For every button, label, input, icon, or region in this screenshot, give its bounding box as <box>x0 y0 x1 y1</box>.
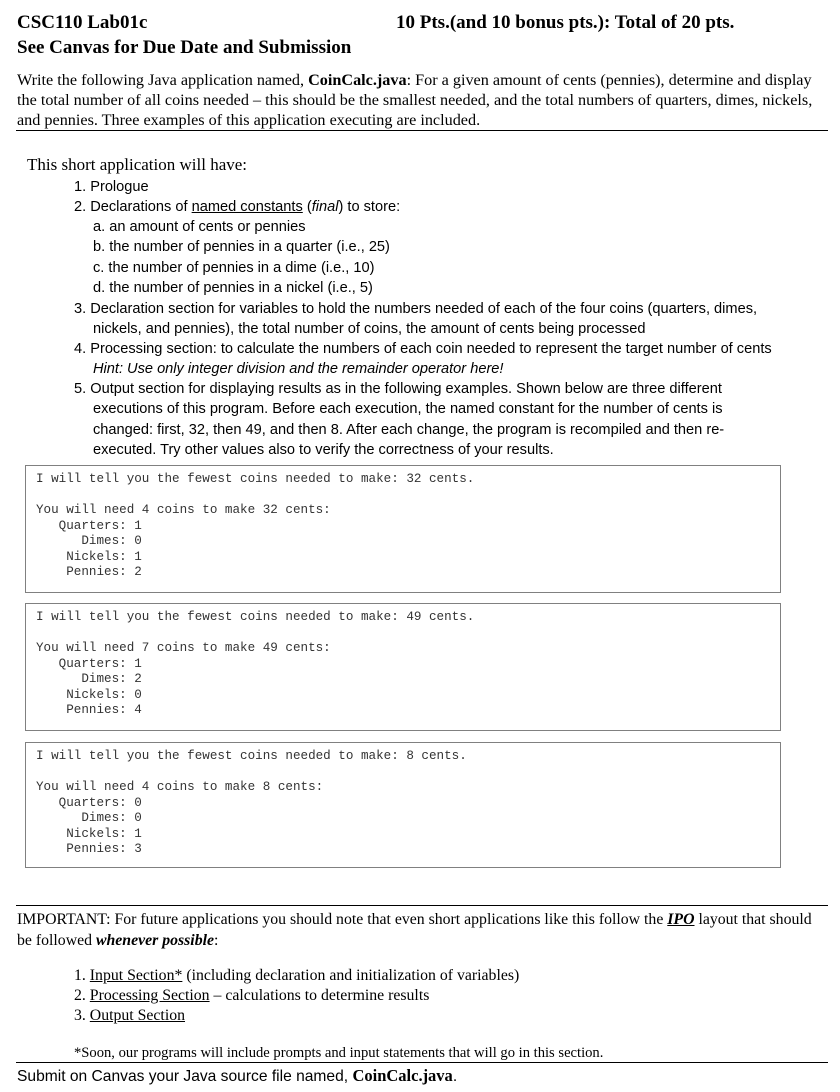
spec-item-processing: 4. Processing section: to calculate the numbers of each coin needed to represent the target number of cents <box>74 341 772 357</box>
console-quarters: Quarters: 0 <box>36 796 142 810</box>
console-nickels: Nickels: 0 <box>36 688 142 702</box>
spec-item-output-cont2: changed: first, 32, then 49, and then 8. After each change, the program is recompiled and then re- <box>93 422 725 438</box>
assignment-intro: Write the following Java application named, CoinCalc.java: For a given amount of cents (pennies), determine and display the total number of all coins needed – this should be the smallest needed, and the total numbers of quarters, dimes, nickels, and pennies. Three examples of this application executing are included. <box>17 71 813 129</box>
spec-subitem-c: c. the number of pennies in a dime (i.e., 10) <box>93 260 375 276</box>
console-prompt: I will tell you the fewest coins needed to make: 32 cents. <box>36 472 475 486</box>
points-heading: 10 Pts.(and 10 bonus pts.): Total of 20 pts. <box>396 12 735 33</box>
console-example-1 <box>25 465 781 593</box>
console-pennies: Pennies: 2 <box>36 565 142 579</box>
spec-item-output-cont3: executed. Try other values also to verify the correctness of your results. <box>93 442 554 458</box>
spec-subitem-a: a. an amount of cents or pennies <box>93 219 306 235</box>
spec-subitem-d: d. the number of pennies in a nickel (i.e., 5) <box>93 280 373 296</box>
spec-item-variables: 3. Declaration section for variables to hold the numbers needed of each of the four coins (quarters, dimes, <box>74 301 758 317</box>
ipo-item-input: 1. Input Section* (including declaration and initialization of variables) <box>74 967 520 984</box>
console-summary: You will need 7 coins to make 49 cents: <box>36 641 331 655</box>
intro-divider <box>16 130 828 131</box>
important-top-divider <box>16 905 828 906</box>
console-quarters: Quarters: 1 <box>36 519 142 533</box>
due-date-note: See Canvas for Due Date and Submission <box>17 37 352 58</box>
spec-subitem-b: b. the number of pennies in a quarter (i.e., 25) <box>93 239 390 255</box>
ipo-item-processing: 2. Processing Section – calculations to determine results <box>74 987 430 1004</box>
console-example-2 <box>25 603 781 731</box>
console-summary: You will need 4 coins to make 32 cents: <box>36 503 331 517</box>
input-section-footnote: *Soon, our programs will include prompts and input statements that will go in this section. <box>74 1045 604 1061</box>
spec-item-prologue: 1. Prologue <box>74 179 149 195</box>
spec-item-constants: 2. Declarations of named constants (final) to store: <box>74 199 401 215</box>
console-example-3 <box>25 742 781 868</box>
console-prompt: I will tell you the fewest coins needed to make: 49 cents. <box>36 610 475 624</box>
console-quarters: Quarters: 1 <box>36 657 142 671</box>
spec-item-variables-cont: nickels, and pennies), the total number of coins, the amount of cents being processed <box>93 321 646 337</box>
spec-processing-hint: Hint: Use only integer division and the remainder operator here! <box>93 361 504 377</box>
output-section-link: Output Section <box>89 1007 186 1024</box>
console-dimes: Dimes: 2 <box>36 672 142 686</box>
spec-item-output-cont1: executions of this program. Before each execution, the named constant for the number of cents is <box>93 401 723 417</box>
ipo-item-output: 3. Output Section <box>74 1007 186 1024</box>
submission-note: Submit on Canvas your Java source file named, CoinCalc.java. <box>17 1066 458 1085</box>
spec-lead: This short application will have: <box>27 155 248 174</box>
input-section-link: Input Section* <box>89 967 183 984</box>
ipo-link: IPO <box>667 911 695 928</box>
console-pennies: Pennies: 3 <box>36 842 142 856</box>
important-note: IMPORTANT: For future applications you should note that even short applications like this follow the IPO layout that should be followed whenever possible: <box>17 911 812 949</box>
console-summary: You will need 4 coins to make 8 cents: <box>36 780 324 794</box>
console-dimes: Dimes: 0 <box>36 811 142 825</box>
console-pennies: Pennies: 4 <box>36 703 142 717</box>
console-dimes: Dimes: 0 <box>36 534 142 548</box>
intro-filename: CoinCalc.java <box>308 71 407 89</box>
footer-divider <box>16 1062 828 1063</box>
named-constants-link: named constants <box>191 199 303 215</box>
console-nickels: Nickels: 1 <box>36 550 142 564</box>
course-title: CSC110 Lab01c <box>17 12 148 33</box>
console-prompt: I will tell you the fewest coins needed to make: 8 cents. <box>36 749 467 763</box>
footer-filename: CoinCalc.java <box>352 1066 453 1085</box>
spec-item-output: 5. Output section for displaying results as in the following examples. Shown below are three different <box>74 381 722 397</box>
processing-section-link: Processing Section <box>89 987 210 1004</box>
console-nickels: Nickels: 1 <box>36 827 142 841</box>
